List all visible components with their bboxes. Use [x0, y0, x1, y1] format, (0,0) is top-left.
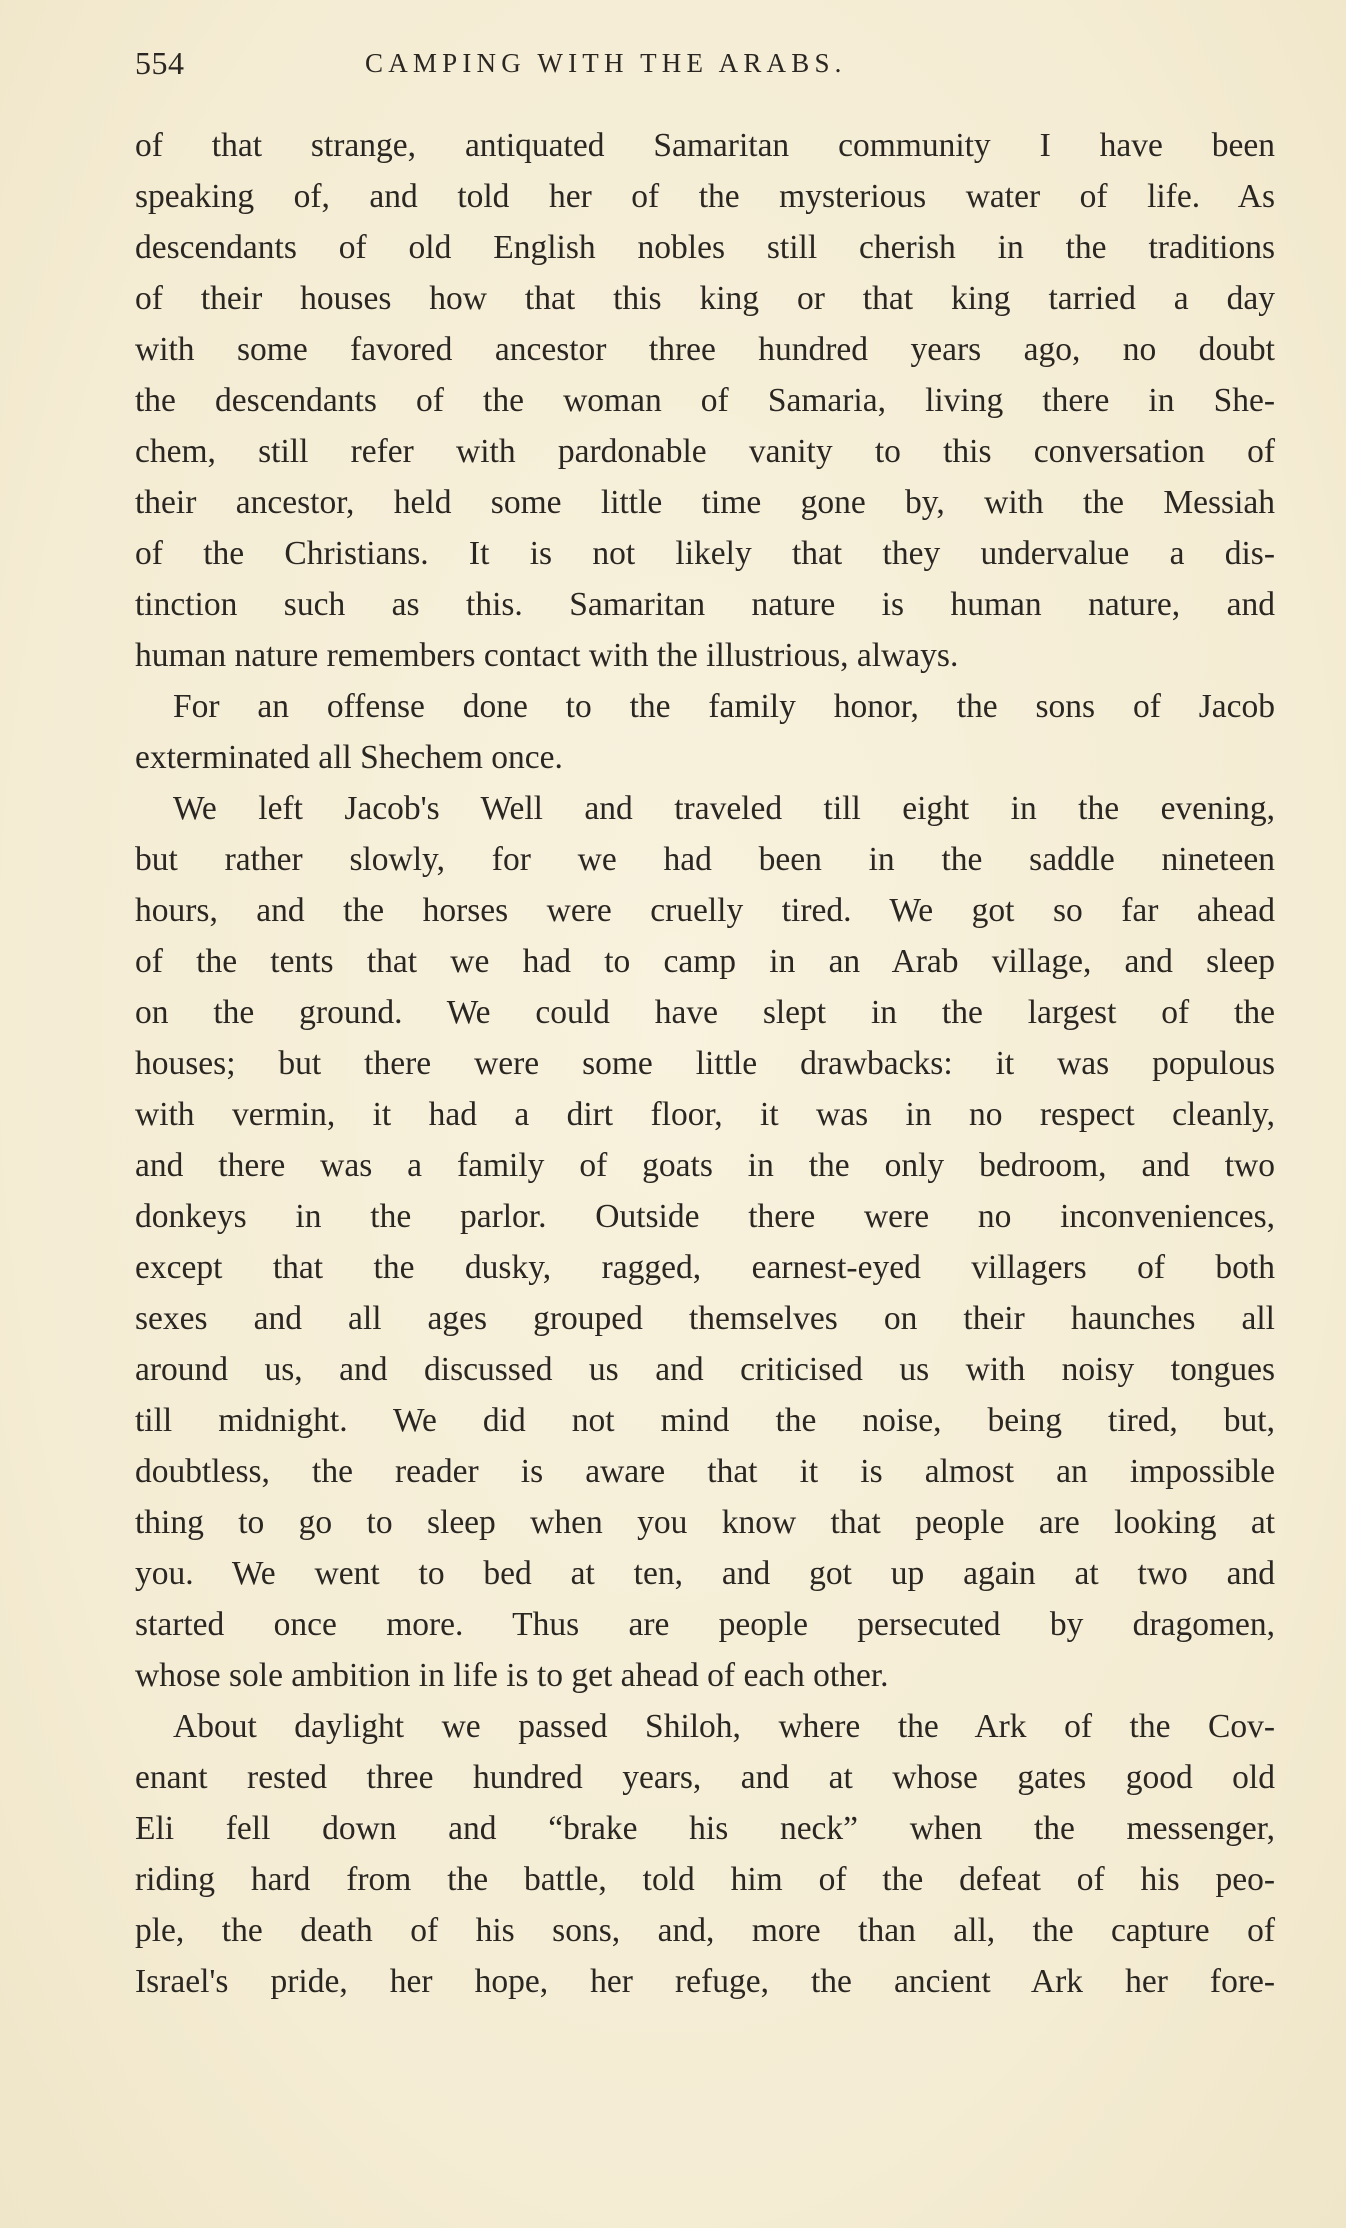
text-line: houses; but there were some little drawbacks: it was populous	[135, 1045, 1275, 1082]
text-line: hours, and the horses were cruelly tired. We got so far ahead	[135, 892, 1275, 929]
paragraph	[135, 120, 1275, 681]
text-line: of the tents that we had to camp in an Arab village, and sleep	[135, 943, 1275, 980]
text-line: doubtless, the reader is aware that it is almost an impossible	[135, 1453, 1275, 1490]
text-line: on the ground. We could have slept in the largest of the	[135, 994, 1275, 1031]
paragraph	[135, 783, 1275, 1701]
text-line: ple, the death of his sons, and, more than all, the capture of	[135, 1912, 1275, 1949]
text-line: donkeys in the parlor. Outside there were no inconveniences,	[135, 1198, 1275, 1235]
text-line: We left Jacob's Well and traveled till eight in the evening,	[173, 790, 1275, 827]
running-head: CAMPING WITH THE ARABS.	[365, 48, 847, 78]
text-line: tinction such as this. Samaritan nature is human nature, and	[135, 586, 1275, 623]
text-line: of their houses how that this king or that king tarried a day	[135, 280, 1275, 317]
text-line: and there was a family of goats in the only bedroom, and two	[135, 1147, 1275, 1184]
text-line: started once more. Thus are people persecuted by dragomen,	[135, 1606, 1275, 1643]
text-line: human nature remembers contact with the illustrious, always.	[135, 637, 959, 674]
text-line: but rather slowly, for we had been in the saddle nineteen	[135, 841, 1275, 878]
text-line: riding hard from the battle, told him of the defeat of his peo-	[135, 1861, 1275, 1898]
text-line: exterminated all Shechem once.	[135, 739, 563, 776]
text-line: enant rested three hundred years, and at whose gates good old	[135, 1759, 1275, 1796]
text-line: the descendants of the woman of Samaria, living there in She-	[135, 382, 1275, 419]
page-header	[135, 40, 1275, 86]
text-line: whose sole ambition in life is to get ahead of each other.	[135, 1657, 889, 1694]
text-line: their ancestor, held some little time gone by, with the Messiah	[135, 484, 1275, 521]
text-line: with some favored ancestor three hundred years ago, no doubt	[135, 331, 1275, 368]
text-line: around us, and discussed us and criticised us with noisy tongues	[135, 1351, 1275, 1388]
text-line: of the Christians. It is not likely that they undervalue a dis-	[135, 535, 1275, 572]
text-line: About daylight we passed Shiloh, where the Ark of the Cov-	[173, 1708, 1275, 1745]
text-line: thing to go to sleep when you know that people are looking at	[135, 1504, 1275, 1541]
text-line: except that the dusky, ragged, earnest-eyed villagers of both	[135, 1249, 1275, 1286]
text-line: descendants of old English nobles still cherish in the traditions	[135, 229, 1275, 266]
text-line: sexes and all ages grouped themselves on their haunches all	[135, 1300, 1275, 1337]
text-line: For an offense done to the family honor, the sons of Jacob	[173, 688, 1275, 725]
text-line: till midnight. We did not mind the noise, being tired, but,	[135, 1402, 1275, 1439]
text-line: speaking of, and told her of the mysterious water of life. As	[135, 178, 1275, 215]
text-line: of that strange, antiquated Samaritan community I have been	[135, 127, 1275, 164]
text-line: you. We went to bed at ten, and got up again at two and	[135, 1555, 1275, 1592]
paragraph	[135, 1701, 1275, 2007]
body-text	[135, 120, 1275, 2007]
paragraph	[135, 681, 1275, 783]
text-line: Eli fell down and “brake his neck” when the messenger,	[135, 1810, 1275, 1847]
page-number: 554	[135, 45, 185, 81]
text-line: chem, still refer with pardonable vanity to this conversation of	[135, 433, 1275, 470]
text-line: with vermin, it had a dirt floor, it was in no respect cleanly,	[135, 1096, 1275, 1133]
text-line: Israel's pride, her hope, her refuge, the ancient Ark her fore-	[135, 1963, 1275, 2000]
